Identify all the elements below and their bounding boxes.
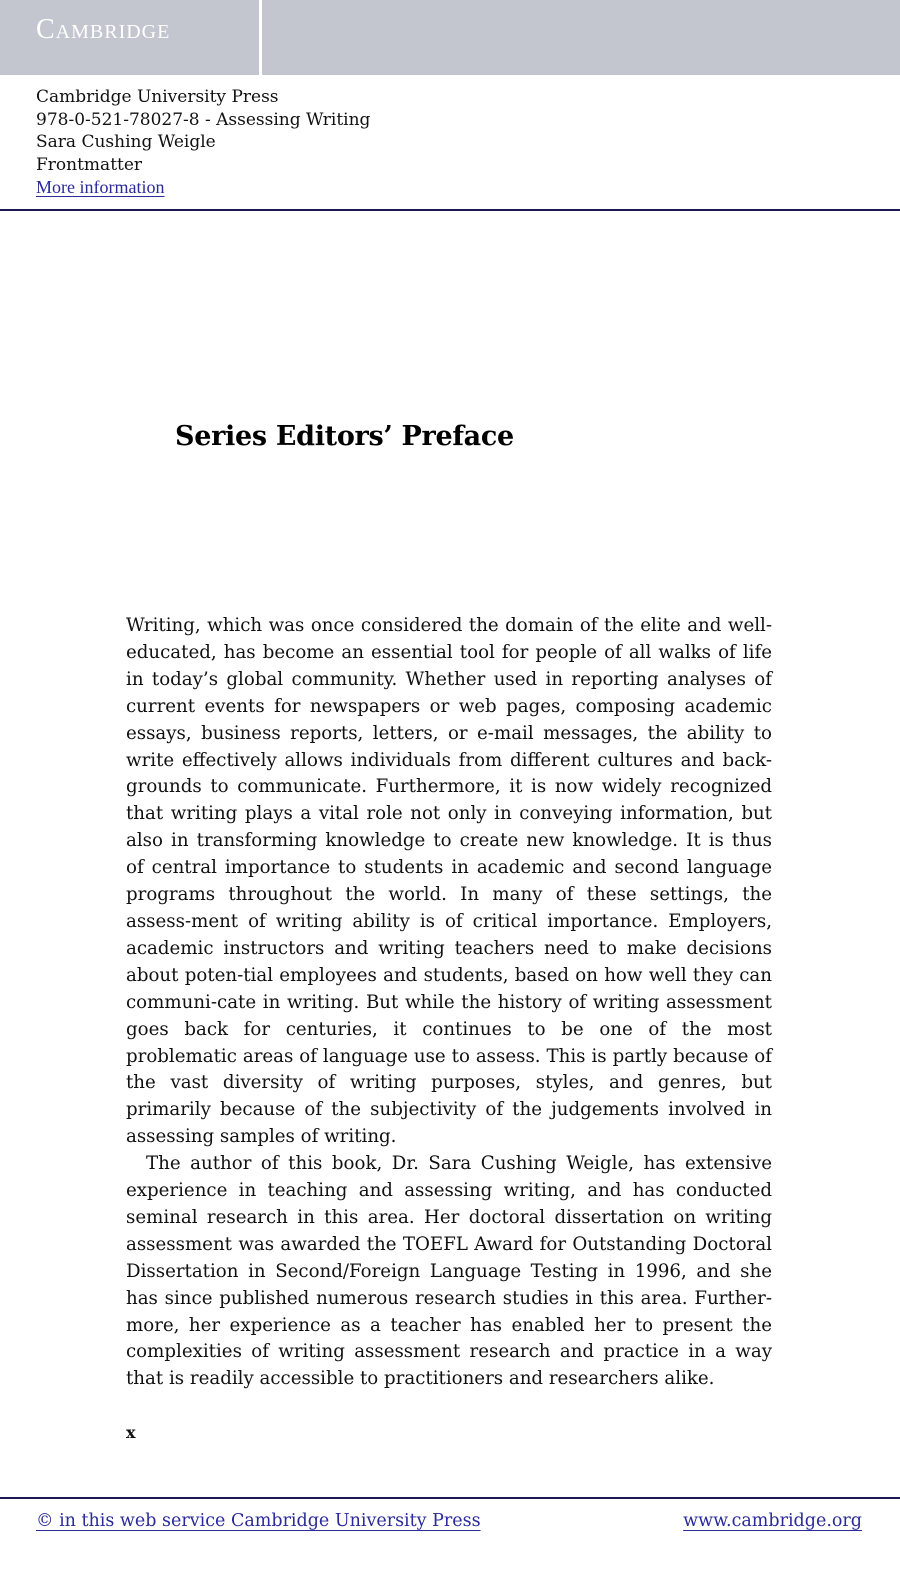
body-text bbox=[126, 613, 772, 1393]
paragraph-1: Writing, which was once considered the domain of the elite and well-educated, has become an essential tool for people of all walks of life in today’s global community. Whether used in reporting analyses of current events for newspapers or web pages, composing academic essays, business reports, letters, or e-mail messages, the ability to write effectively allows individuals from different cultures and back-grounds to communicate. Furthermore, it is now widely recognized that writing plays a vital role not only in conveying information, but also in transforming knowledge to create new knowledge. It is thus of central importance to students in academic and second language programs throughout the world. In many of these settings, the assess-ment of writing ability is of critical importance. Employers, academic instructors and writing teachers need to make decisions about poten-tial employees and students, based on how well they can communi-cate in writing. But while the history of writing assessment goes back for centuries, it continues to be one of the most problematic areas of language use to assess. This is partly because of the vast diversity of writing purposes, styles, and genres, but primarily because of the subjectivity of the judgements involved in assessing samples of writing. bbox=[126, 615, 772, 1148]
copyright-link[interactable]: © in this web service Cambridge University Press bbox=[36, 1511, 481, 1531]
header-band bbox=[0, 0, 900, 75]
publisher-name: Cambridge University Press bbox=[36, 87, 279, 107]
book-metadata bbox=[36, 86, 370, 200]
page-title: Series Editors’ Preface bbox=[175, 421, 514, 452]
more-information-link[interactable]: More information bbox=[36, 177, 165, 197]
header-divider bbox=[259, 0, 262, 75]
paragraph-2: The author of this book, Dr. Sara Cushing Weigle, has extensive experience in teaching and assessing writing, and has conducted seminal research in this area. Her doctoral dissertation on writing assessment was awarded the TOEFL Award for Outstanding Doctoral Dissertation in Second/Foreign Language Testing in 1996, and she has since published numerous research studies in this area. Further-more, her experience as a teacher has enabled her to present the complexities of writing assessment research and practice in a way that is readily accessible to practitioners and researchers alike. bbox=[126, 1153, 772, 1390]
cambridge-logo: Cambridge bbox=[36, 14, 171, 45]
author-name: Sara Cushing Weigle bbox=[36, 132, 216, 152]
isbn-title: 978-0-521-78027-8 - Assessing Writing bbox=[36, 109, 371, 130]
website-link[interactable]: www.cambridge.org bbox=[683, 1511, 862, 1531]
header-rule bbox=[0, 209, 900, 211]
footer-rule bbox=[0, 1497, 900, 1499]
page-number: x bbox=[126, 1423, 136, 1442]
section-name: Frontmatter bbox=[36, 154, 143, 175]
